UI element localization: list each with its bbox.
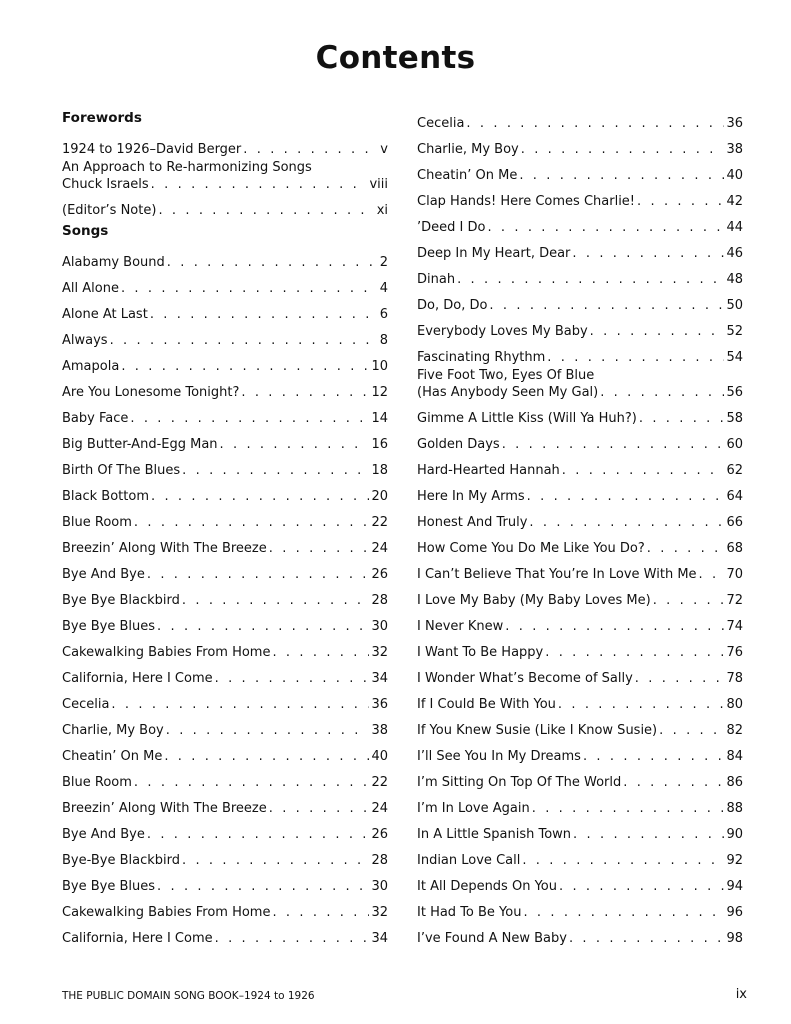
dot-leader (600, 384, 724, 402)
toc-entry (417, 922, 743, 948)
dot-leader (532, 800, 725, 818)
toc-entry-page: xi (376, 203, 388, 218)
dot-leader (182, 462, 369, 480)
toc-entry (417, 237, 743, 263)
toc-entry-page: 98 (726, 931, 743, 946)
toc-entry (62, 324, 388, 350)
dot-leader (157, 618, 369, 636)
toc-entry (62, 194, 388, 220)
dot-leader (653, 592, 725, 610)
dot-leader (241, 384, 369, 402)
toc-entry-title: Cheatin’ On Me (62, 749, 163, 764)
toc-entry (62, 818, 388, 844)
dot-leader (547, 349, 724, 367)
toc-entry-page: 46 (726, 246, 743, 261)
toc-entry-page: 12 (371, 385, 388, 400)
toc-entry-title: Bye And Bye (62, 827, 145, 842)
toc-entry (62, 272, 388, 298)
toc-entry (417, 870, 743, 896)
dot-leader (590, 323, 725, 341)
toc-entry (417, 263, 743, 289)
dot-leader (522, 852, 724, 870)
toc-entry-title: Charlie, My Boy (62, 723, 164, 738)
toc-entry-row (417, 384, 743, 402)
toc-entry (417, 428, 743, 454)
toc-entry-page: 36 (726, 116, 743, 131)
toc-entry-title: Alone At Last (62, 307, 148, 322)
toc-entry-title: I’ll See You In My Dreams (417, 749, 581, 764)
toc-entry (62, 922, 388, 948)
toc-entry-page: 14 (371, 411, 388, 426)
toc-entry (62, 584, 388, 610)
toc-entry (62, 896, 388, 922)
toc-entry-page: 24 (371, 541, 388, 556)
toc-entry-page: 80 (726, 697, 743, 712)
toc-entry-title: ’Deed I Do (417, 220, 486, 235)
toc-entry-title: I’ve Found A New Baby (417, 931, 567, 946)
toc-entry-page: 64 (726, 489, 743, 504)
toc-entry (62, 246, 388, 272)
toc-entry-title: Bye And Bye (62, 567, 145, 582)
toc-entry-page: 48 (726, 272, 743, 287)
toc-entry-title: If You Knew Susie (Like I Know Susie) (417, 723, 658, 738)
toc-entry-title: Alabamy Bound (62, 255, 165, 270)
dot-leader (583, 748, 724, 766)
toc-entry-row (62, 176, 388, 194)
dot-leader (150, 306, 378, 324)
toc-entry-page: 36 (371, 697, 388, 712)
toc-entry-title: Birth Of The Blues (62, 463, 181, 478)
toc-entry-title: Gimme A Little Kiss (Will Ya Huh?) (417, 411, 637, 426)
dot-leader (699, 566, 725, 584)
toc-entry-page: 78 (726, 671, 743, 686)
toc-entry-title: I Never Knew (417, 619, 504, 634)
toc-entry (417, 558, 743, 584)
toc-entry-title: Honest And Truly (417, 515, 528, 530)
toc-entry-title: I’m Sitting On Top Of The World (417, 775, 622, 790)
toc-entry (62, 454, 388, 480)
forewords-list (62, 133, 388, 220)
toc-entry-title: Black Bottom (62, 489, 149, 504)
toc-entry (62, 844, 388, 870)
toc-entry (62, 714, 388, 740)
toc-entry-page: 72 (726, 593, 743, 608)
dot-leader (659, 722, 724, 740)
toc-entry-page: 32 (371, 905, 388, 920)
toc-entry (62, 792, 388, 818)
toc-entry-page: 16 (371, 437, 388, 452)
toc-entry-title: California, Here I Come (62, 931, 213, 946)
toc-entry-page: 82 (726, 723, 743, 738)
forewords-heading: Forewords (62, 110, 142, 126)
toc-entry (62, 636, 388, 662)
toc-entry (417, 818, 743, 844)
toc-entry-title: Fascinating Rhythm (417, 350, 546, 365)
toc-entry-title: Hard-Hearted Hannah (417, 463, 560, 478)
toc-entry (417, 766, 743, 792)
dot-leader (623, 774, 724, 792)
toc-entry (62, 532, 388, 558)
toc-entry-page: 30 (371, 619, 388, 634)
toc-entry-title: How Come You Do Me Like You Do? (417, 541, 645, 556)
toc-entry-title: Cecelia (417, 116, 465, 131)
contents-right-column (417, 107, 743, 948)
toc-entry-page: 28 (371, 853, 388, 868)
toc-entry-title: Blue Room (62, 775, 132, 790)
toc-entry-page: 34 (371, 671, 388, 686)
toc-entry-page: 26 (371, 567, 388, 582)
toc-entry-title-line1: Five Foot Two, Eyes Of Blue (417, 368, 595, 383)
toc-entry (62, 159, 388, 194)
dot-leader (157, 878, 369, 896)
dot-leader (466, 115, 724, 133)
toc-entry-page: 58 (726, 411, 743, 426)
toc-entry-title: Cakewalking Babies From Home (62, 645, 271, 660)
dot-leader (147, 826, 370, 844)
toc-entry-title: I’m In Love Again (417, 801, 530, 816)
toc-entry-page: 76 (726, 645, 743, 660)
toc-entry-title: Breezin’ Along With The Breeze (62, 801, 267, 816)
dot-leader (487, 219, 724, 237)
dot-leader (489, 297, 724, 315)
toc-entry-page: 44 (726, 220, 743, 235)
dot-leader (457, 271, 724, 289)
dot-leader (167, 254, 378, 272)
toc-entry (62, 402, 388, 428)
toc-entry-page: 52 (726, 324, 743, 339)
toc-entry-page: 56 (726, 385, 743, 400)
dot-leader (559, 878, 724, 896)
toc-entry (417, 107, 743, 133)
toc-entry-page: 10 (371, 359, 388, 374)
toc-entry-title: Chuck Israels (62, 177, 149, 192)
dot-leader (519, 167, 724, 185)
toc-entry-title: It All Depends On You (417, 879, 557, 894)
toc-entry (417, 454, 743, 480)
toc-entry (417, 506, 743, 532)
toc-entry (62, 133, 388, 159)
dot-leader (121, 280, 378, 298)
toc-entry (417, 792, 743, 818)
toc-entry-title: Indian Love Call (417, 853, 521, 868)
dot-leader (523, 904, 724, 922)
songs-heading: Songs (62, 223, 109, 239)
toc-entry (62, 350, 388, 376)
toc-entry-title: Clap Hands! Here Comes Charlie! (417, 194, 636, 209)
dot-leader (502, 436, 725, 454)
toc-entry-page: 34 (371, 931, 388, 946)
toc-entry-page: 38 (726, 142, 743, 157)
songs-list-left (62, 246, 388, 948)
toc-entry-title: In A Little Spanish Town (417, 827, 572, 842)
dot-leader (147, 566, 370, 584)
toc-entry-title: Are You Lonesome Tonight? (62, 385, 240, 400)
toc-entry-title: Everybody Loves My Baby (417, 324, 588, 339)
toc-entry (417, 159, 743, 185)
dot-leader (151, 176, 368, 194)
toc-entry-page: 4 (379, 281, 388, 296)
dot-leader (111, 696, 369, 714)
toc-entry (417, 133, 743, 159)
toc-entry-title: Blue Room (62, 515, 132, 530)
toc-entry-page: 96 (726, 905, 743, 920)
page-title: Contents (315, 40, 476, 76)
toc-entry-page: 42 (726, 194, 743, 209)
toc-entry-page: viii (369, 177, 388, 192)
toc-entry (62, 428, 388, 454)
toc-entry-title: It Had To Be You (417, 905, 522, 920)
toc-entry-title: Bye-Bye Blackbird (62, 853, 180, 868)
toc-entry-title: Amapola (62, 359, 120, 374)
toc-entry-page: 30 (371, 879, 388, 894)
dot-leader (272, 644, 369, 662)
toc-entry (62, 506, 388, 532)
toc-entry-page: 2 (379, 255, 388, 270)
toc-entry-page: 92 (726, 853, 743, 868)
toc-entry-page: 38 (371, 723, 388, 738)
dot-leader (572, 245, 724, 263)
dot-leader (269, 540, 370, 558)
toc-entry (417, 402, 743, 428)
dot-leader (545, 644, 724, 662)
toc-entry-title: If I Could Be With You (417, 697, 556, 712)
toc-entry (62, 298, 388, 324)
dot-leader (182, 852, 369, 870)
toc-entry (417, 211, 743, 237)
toc-entry (62, 480, 388, 506)
toc-entry-title: Always (62, 333, 108, 348)
toc-entry (417, 532, 743, 558)
toc-entry (417, 367, 743, 402)
toc-entry (417, 740, 743, 766)
dot-leader (635, 670, 725, 688)
toc-entry (417, 185, 743, 211)
toc-entry-title: Cheatin’ On Me (417, 168, 518, 183)
toc-entry-page: 28 (371, 593, 388, 608)
dot-leader (164, 748, 369, 766)
dot-leader (158, 202, 374, 220)
dot-leader (272, 904, 369, 922)
dot-leader (505, 618, 724, 636)
toc-entry-title: Dinah (417, 272, 456, 287)
toc-entry (417, 480, 743, 506)
toc-entry (417, 636, 743, 662)
toc-entry-page: 8 (379, 333, 388, 348)
toc-entry-page: 60 (726, 437, 743, 452)
dot-leader (562, 462, 725, 480)
toc-entry-title: (Has Anybody Seen My Gal) (417, 385, 599, 400)
toc-entry-page: 70 (726, 567, 743, 582)
dot-leader (637, 193, 724, 211)
toc-entry-title: Golden Days (417, 437, 500, 452)
toc-entry-title: Bye Bye Blues (62, 619, 156, 634)
dot-leader (121, 358, 369, 376)
toc-entry-page: 32 (371, 645, 388, 660)
toc-entry-page: 66 (726, 515, 743, 530)
toc-entry-title: Do, Do, Do (417, 298, 488, 313)
toc-entry (62, 610, 388, 636)
toc-entry (417, 315, 743, 341)
dot-leader (215, 930, 370, 948)
toc-entry (417, 662, 743, 688)
toc-entry-title: Bye Bye Blues (62, 879, 156, 894)
dot-leader (166, 722, 370, 740)
toc-entry-page: 20 (371, 489, 388, 504)
toc-entry-page: 24 (371, 801, 388, 816)
toc-entry-title: Big Butter-And-Egg Man (62, 437, 218, 452)
toc-entry-title: Bye Bye Blackbird (62, 593, 180, 608)
dot-leader (521, 141, 725, 159)
toc-entry-title: Charlie, My Boy (417, 142, 519, 157)
toc-entry (62, 662, 388, 688)
toc-entry-title: (Editor’s Note) (62, 203, 157, 218)
footer-page-number: ix (735, 987, 747, 1002)
toc-entry (417, 289, 743, 315)
dot-leader (573, 826, 724, 844)
dot-leader (558, 696, 725, 714)
dot-leader (134, 774, 370, 792)
toc-entry-page: 40 (726, 168, 743, 183)
toc-entry (417, 714, 743, 740)
toc-entry-page: 22 (371, 775, 388, 790)
dot-leader (134, 514, 370, 532)
footer-book-title: THE PUBLIC DOMAIN SONG BOOK–1924 to 1926 (62, 990, 315, 1002)
toc-entry-page: 84 (726, 749, 743, 764)
dot-leader (269, 800, 370, 818)
dot-leader (151, 488, 369, 506)
toc-entry-title: California, Here I Come (62, 671, 213, 686)
toc-entry-page: 68 (726, 541, 743, 556)
toc-entry-page: 40 (371, 749, 388, 764)
toc-entry-page: 88 (726, 801, 743, 816)
toc-entry (62, 766, 388, 792)
toc-entry-title: Baby Face (62, 411, 129, 426)
contents-left-column (62, 107, 388, 948)
toc-entry-page: 50 (726, 298, 743, 313)
toc-entry-title: I Love My Baby (My Baby Loves Me) (417, 593, 651, 608)
toc-entry-title: Cakewalking Babies From Home (62, 905, 271, 920)
toc-entry-title-line1: An Approach to Re-harmonizing Songs (62, 160, 312, 175)
toc-entry (62, 870, 388, 896)
dot-leader (220, 436, 370, 454)
toc-entry (417, 584, 743, 610)
toc-entry-page: 18 (371, 463, 388, 478)
toc-entry-page: 74 (726, 619, 743, 634)
toc-entry-page: 6 (379, 307, 388, 322)
toc-entry-title: Here In My Arms (417, 489, 525, 504)
dot-leader (130, 410, 369, 428)
toc-entry-page: 22 (371, 515, 388, 530)
dot-leader (647, 540, 725, 558)
dot-leader (215, 670, 370, 688)
dot-leader (569, 930, 724, 948)
toc-entry-title: All Alone (62, 281, 119, 296)
toc-entry (62, 376, 388, 402)
dot-leader (527, 488, 725, 506)
dot-leader (110, 332, 378, 350)
toc-entry (62, 688, 388, 714)
toc-entry-page: 26 (371, 827, 388, 842)
toc-entry-title: I Can’t Believe That You’re In Love With Me (417, 567, 697, 582)
toc-entry-title: 1924 to 1926–David Berger (62, 142, 242, 157)
toc-entry-title: Cecelia (62, 697, 110, 712)
toc-entry-title: Deep In My Heart, Dear (417, 246, 571, 261)
toc-entry (417, 610, 743, 636)
dot-leader (182, 592, 370, 610)
toc-entry-title: I Want To Be Happy (417, 645, 544, 660)
toc-entry (417, 341, 743, 367)
toc-entry-page: 86 (726, 775, 743, 790)
toc-entry-page: v (380, 142, 388, 157)
songs-list-right (417, 107, 743, 948)
toc-entry (62, 740, 388, 766)
dot-leader (529, 514, 724, 532)
toc-entry (62, 558, 388, 584)
toc-entry-page: 62 (726, 463, 743, 478)
dot-leader (243, 141, 378, 159)
toc-entry (417, 896, 743, 922)
toc-entry-page: 90 (726, 827, 743, 842)
dot-leader (639, 410, 725, 428)
toc-entry-page: 94 (726, 879, 743, 894)
toc-entry (417, 688, 743, 714)
toc-entry-title: I Wonder What’s Become of Sally (417, 671, 633, 686)
toc-entry-page: 54 (726, 350, 743, 365)
toc-entry-title: Breezin’ Along With The Breeze (62, 541, 267, 556)
toc-entry (417, 844, 743, 870)
